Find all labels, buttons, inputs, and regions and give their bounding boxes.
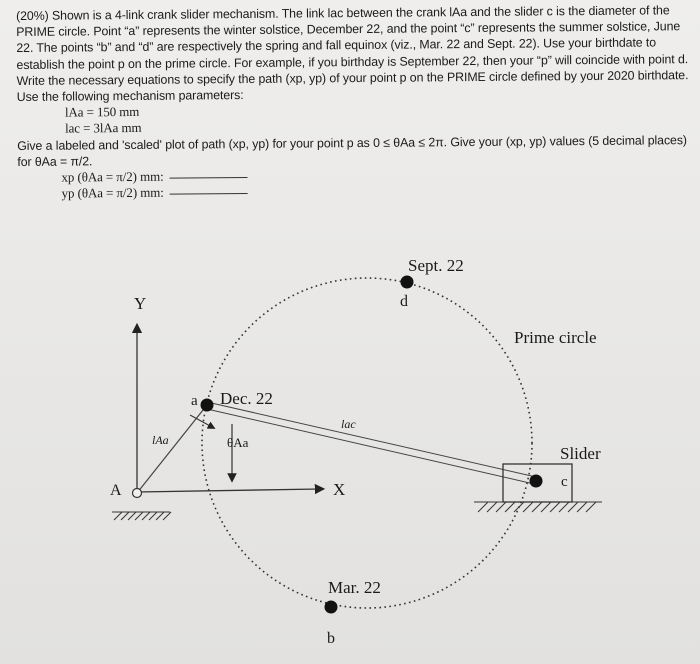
- label-sept: Sept. 22: [408, 256, 464, 275]
- problem-task: Give a labeled and 'scaled' plot of path (xp, yp) for your point p as 0 ≤ θAa ≤ 2π. Give your (xp, yp) values (5 decimal places) for θAa = π/2.: [17, 132, 687, 169]
- label-d: d: [400, 293, 408, 310]
- label-a: a: [191, 393, 198, 409]
- label-theta: θAa: [227, 435, 249, 450]
- ground-hatch-left: [112, 512, 171, 520]
- label-b: b: [327, 630, 335, 647]
- answer-y-label: yp (θAa = π/2) mm:: [61, 184, 164, 201]
- param-coupler-length: lac = 3lAa mm: [64, 120, 142, 136]
- pin-A: [133, 489, 142, 498]
- point-c: [530, 475, 543, 488]
- label-slider: Slider: [560, 444, 601, 463]
- problem-intro: (20%) Shown is a 4-link crank slider mechanism. The link lac between the crank lAa and the slider c is the diameter of the PRIME circle. Point “a” represents the winter solstice, December 22, and the point “c” represents the summer solstice, June 22. The points “b” and “d” are respectively the spring and fall equinox (viz., Mar. 22 and Sept. 22). Use your birthdate to establish the point p on the prime circle. For example, if you birthday is September 22, then your “p” will coincide with point d. Write the necessary equations to specify the path (xp, yp) of your point p on the PRIME circle defined by your 2020 birthdate. Use the following mechanism parameters:: [16, 3, 689, 105]
- coupler-link-lower: [207, 409, 534, 484]
- point-d: [401, 276, 414, 289]
- param-crank-length: lAa = 150 mm: [64, 104, 140, 120]
- label-x: X: [333, 480, 346, 499]
- label-y: Y: [134, 294, 147, 313]
- label-A: A: [110, 482, 122, 499]
- label-c: c: [561, 474, 568, 490]
- label-mar: Mar. 22: [328, 578, 381, 597]
- ground-hatch-right: [474, 502, 602, 512]
- coupler-link-upper: [207, 402, 536, 477]
- answer-x-label: xp (θAa = π/2) mm:: [61, 168, 164, 185]
- x-axis: [137, 489, 320, 492]
- point-b: [325, 601, 338, 614]
- label-coupler: lac: [341, 417, 356, 431]
- label-dec: Dec. 22: [220, 389, 273, 408]
- prime-circle: [202, 278, 532, 608]
- point-a: [201, 399, 214, 412]
- label-crank: lAa: [152, 433, 169, 447]
- theta-arrow: [190, 415, 212, 427]
- label-prime-circle: Prime circle: [514, 328, 597, 347]
